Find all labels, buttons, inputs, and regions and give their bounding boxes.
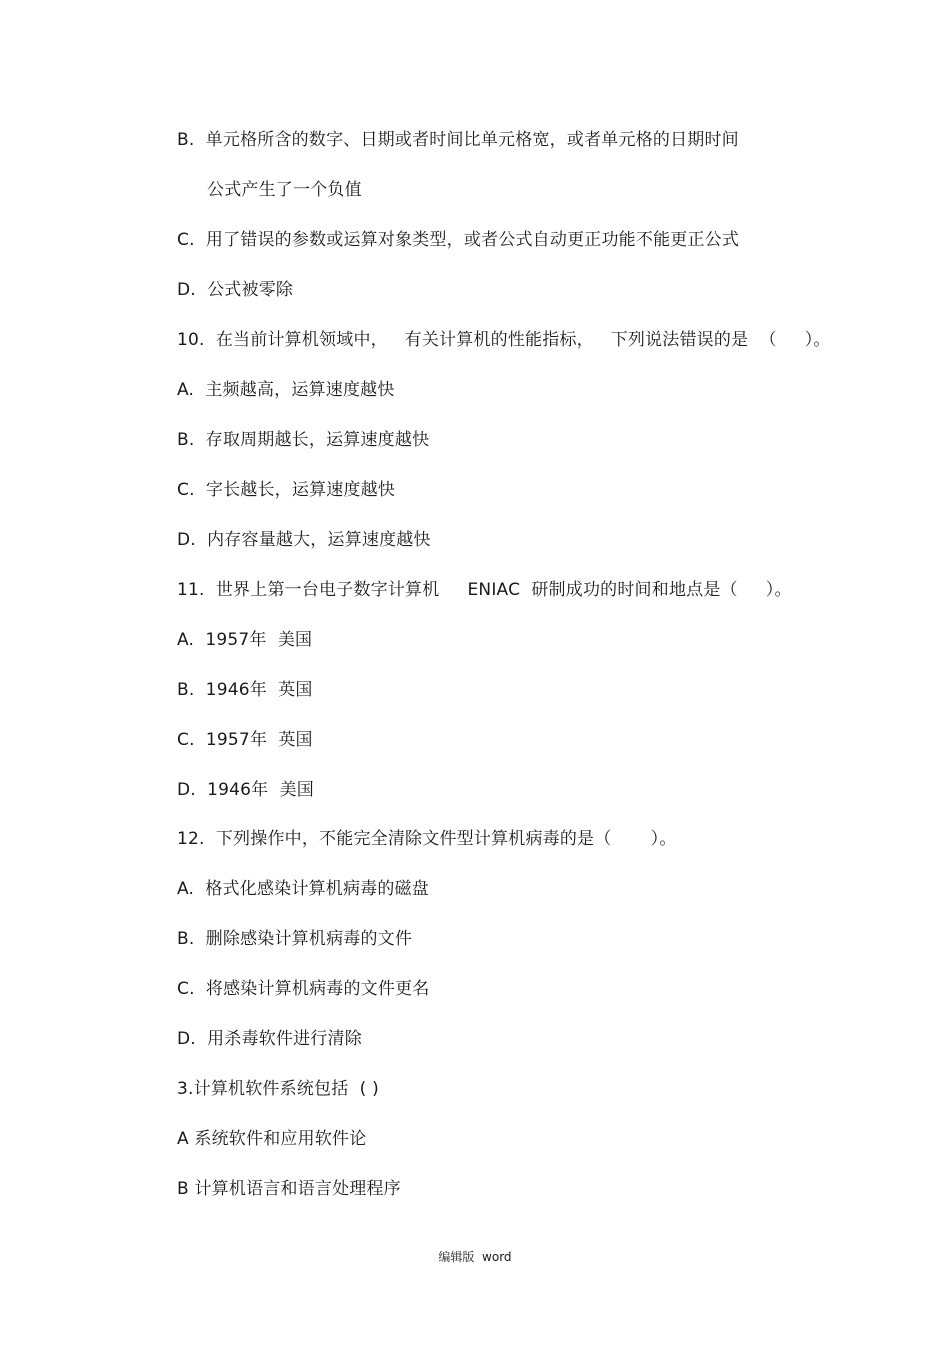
- option-b-q12: B. 删除感染计算机病毒的文件: [177, 929, 413, 949]
- option-b-q9: B. 单元格所含的数字、日期或者时间比单元格宽，或者单元格的日期时间: [177, 130, 739, 150]
- option-a-q3: A 系统软件和应用软件论: [177, 1129, 367, 1149]
- question-10: 10. 在当前计算机领域中， 有关计算机的性能指标， 下列说法错误的是 （ ）。: [177, 330, 831, 350]
- option-c-q9: C. 用了错误的参数或运算对象类型，或者公式自动更正功能不能更正公式: [177, 230, 740, 250]
- question-12: 12. 下列操作中，不能完全清除文件型计算机病毒的是（ ）。: [177, 829, 677, 849]
- option-b-q11: B. 1946年 英国: [177, 680, 313, 700]
- option-a-q10: A. 主频越高，运算速度越快: [177, 380, 395, 400]
- page-footer: 编辑版 word: [438, 1250, 512, 1264]
- option-b-q9-continuation: 公式产生了一个负值: [207, 180, 362, 200]
- option-c-q12: C. 将感染计算机病毒的文件更名: [177, 979, 430, 999]
- option-a-q11: A. 1957年 美国: [177, 630, 313, 650]
- option-d-q10: D. 内存容量越大，运算速度越快: [177, 530, 431, 550]
- option-b-q3: B 计算机语言和语言处理程序: [177, 1179, 401, 1199]
- option-c-q11: C. 1957年 英国: [177, 730, 313, 750]
- question-11: 11. 世界上第一台电子数字计算机 ENIAC 研制成功的时间和地点是（ ）。: [177, 580, 792, 600]
- option-a-q12: A. 格式化感染计算机病毒的磁盘: [177, 879, 429, 899]
- option-d-q11: D. 1946年 美国: [177, 780, 314, 800]
- option-b-q10: B. 存取周期越长，运算速度越快: [177, 430, 430, 450]
- option-c-q10: C. 字长越长，运算速度越快: [177, 480, 396, 500]
- option-d-q12: D. 用杀毒软件进行清除: [177, 1029, 362, 1049]
- question-3: 3.计算机软件系统包括 ( ): [177, 1079, 379, 1099]
- option-d-q9: D. 公式被零除: [177, 280, 294, 300]
